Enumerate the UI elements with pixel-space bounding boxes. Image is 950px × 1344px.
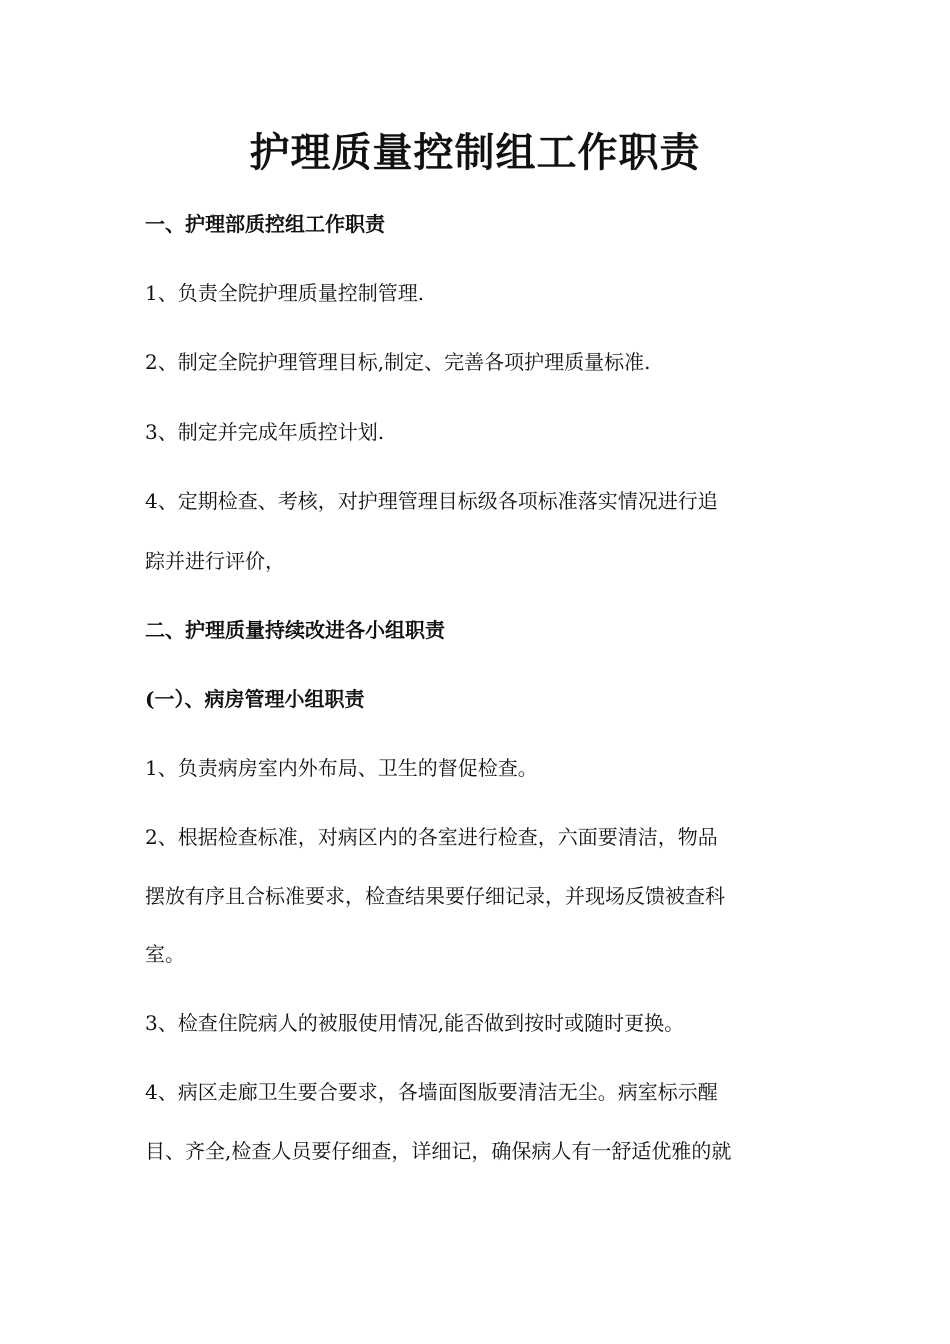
section1-item-3: 3、制定并完成年质控计划. [145, 420, 385, 444]
section-heading-1: 一、护理部质控组工作职责 [145, 212, 385, 236]
section1-item-1: 1、负责全院护理质量控制管理. [145, 281, 425, 305]
subsection1-item-1: 1、负责病房室内外布局、卫生的督促检查。 [145, 756, 538, 780]
subsection-heading-1: (一）、病房管理小组职责 [145, 687, 365, 711]
document-title: 护理质量控制组工作职责 [249, 129, 701, 176]
section1-item-4-line-2: 踪并进行评价， [145, 549, 285, 573]
subsection1-item-4-line-1: 4、病区走廊卫生要合要求，各墙面图版要清洁无尘。病室标示醒 [145, 1080, 718, 1104]
subsection1-item-4-line-2: 目、齐全,检查人员要仔细查，详细记，确保病人有一舒适优雅的就 [145, 1139, 732, 1163]
section-heading-2: 二、护理质量持续改进各小组职责 [145, 618, 445, 642]
subsection1-item-2-line-3: 室。 [145, 942, 185, 966]
section1-item-4-line-1: 4、定期检查、考核，对护理管理目标级各项标准落实情况进行追 [145, 489, 718, 513]
subsection1-item-2-line-1: 2、根据检查标准，对病区内的各室进行检查，六面要清洁，物品 [145, 825, 718, 849]
subsection1-item-2-line-2: 摆放有序且合标准要求，检查结果要仔细记录，并现场反馈被查科 [145, 884, 725, 908]
subsection1-item-3: 3、检查住院病人的被服使用情况,能否做到按时或随时更换。 [145, 1011, 685, 1035]
section1-item-2: 2、制定全院护理管理目标,制定、完善各项护理质量标准. [145, 350, 651, 374]
